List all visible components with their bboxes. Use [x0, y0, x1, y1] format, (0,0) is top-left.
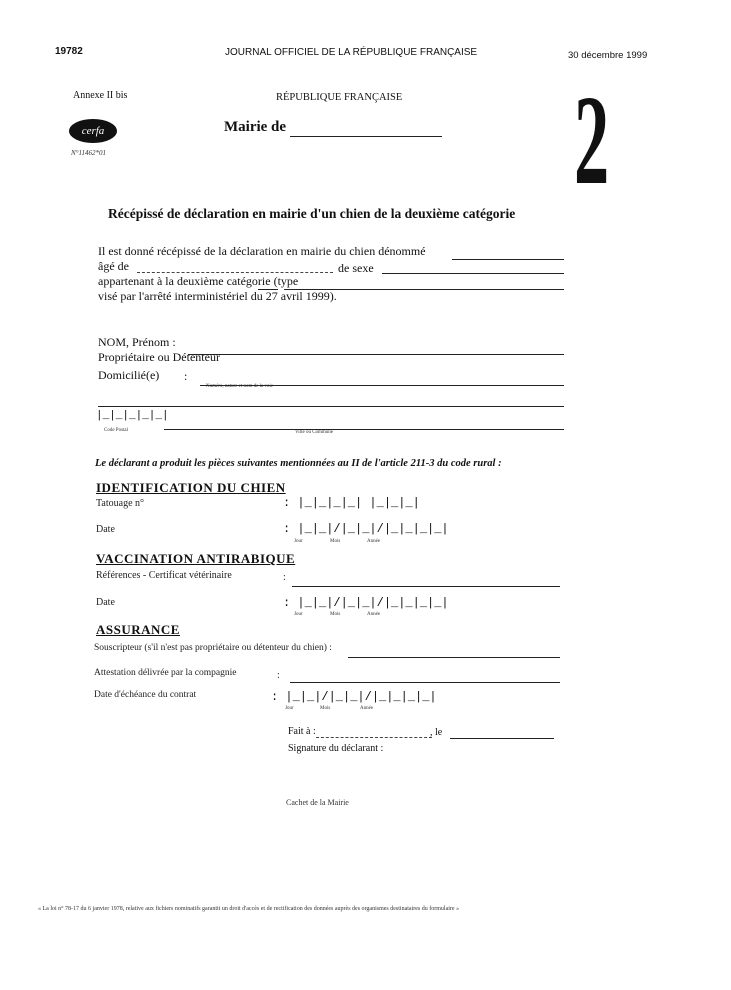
republic-label: RÉPUBLIQUE FRANÇAISE — [276, 92, 403, 103]
subscriber-label: Souscripteur (s'il n'est pas propriétaire ou détenteur du chien) : — [94, 643, 332, 653]
expiry-label: Date d'échéance du contrat — [94, 690, 197, 700]
intro-sex-label: de sexe — [338, 261, 374, 275]
journal-title: JOURNAL OFFICIEL DE LA RÉPUBLIQUE FRANÇAISE — [225, 47, 478, 58]
mairie-label: Mairie de — [224, 119, 287, 135]
vaccination-date-field[interactable]: : |_|_|/|_|_|/|_|_|_|_| — [283, 596, 449, 610]
identification-date-field[interactable]: : |_|_|/|_|_|/|_|_|_|_| — [283, 522, 449, 536]
expiry-day-hint: Jour — [285, 706, 294, 711]
annex-label: Annexe II bis — [73, 90, 128, 101]
vaccination-month-hint: Mois — [330, 612, 341, 617]
vaccination-ref-colon: : — [283, 572, 286, 583]
page-number: 19782 — [55, 46, 83, 57]
journal-date: 30 décembre 1999 — [568, 50, 648, 61]
subscriber-field[interactable] — [348, 657, 560, 658]
identification-heading: IDENTIFICATION DU CHIEN — [96, 480, 286, 495]
expiry-date-field[interactable]: : |_|_|/|_|_|/|_|_|_|_| — [271, 690, 437, 704]
intro-age-label: âgé de — [98, 259, 129, 273]
signature-date-field[interactable] — [450, 738, 554, 739]
certificate-label: Attestation délivrée par la compagnie — [94, 668, 237, 678]
vaccination-heading: VACCINATION ANTIRABIQUE — [96, 551, 296, 566]
owner-name-field[interactable] — [188, 354, 564, 355]
owner-role-label: Propriétaire ou Détenteur — [98, 350, 220, 364]
identification-month-hint: Mois — [330, 539, 341, 544]
signature-date-label: , le — [430, 727, 443, 738]
documents-intro: Le déclarant a produit les pièces suivantes mentionnées au II de l'article 211-3 du code rural : — [95, 458, 502, 469]
mairie-field[interactable] — [290, 136, 442, 137]
expiry-month-hint: Mois — [320, 706, 331, 711]
expiry-year-hint: Année — [360, 706, 374, 711]
intro-line4: visé par l'arrêté interministériel du 27 avril 1999). — [98, 289, 337, 303]
dog-age-field[interactable] — [137, 272, 333, 273]
street-hint: Numéro, nature et nom de la voie — [206, 384, 274, 389]
identification-year-hint: Année — [367, 539, 381, 544]
identification-date-label: Date — [96, 524, 115, 535]
intro-line1: Il est donné récépissé de la déclaration en mairie du chien dénommé — [98, 244, 426, 258]
cerfa-logo: cerfa — [69, 119, 117, 143]
assurance-heading: ASSURANCE — [96, 622, 180, 637]
intro-type-label: appartenant à la deuxième catégorie (type — [98, 274, 299, 288]
identification-day-hint: Jour — [294, 539, 303, 544]
address-line2-field[interactable] — [98, 406, 564, 407]
vaccination-ref-label: Références - Certificat vétérinaire — [96, 570, 232, 581]
postal-hint: Code Postal — [104, 428, 129, 433]
dog-sex-field[interactable] — [382, 273, 564, 274]
certificate-colon: : — [277, 670, 280, 681]
stamp-label: Cachet de la Mairie — [286, 798, 349, 807]
dog-name-field[interactable] — [452, 259, 564, 260]
domicile-colon: : — [184, 369, 188, 383]
tattoo-field[interactable]: : |_|_|_|_| |_|_|_| — [283, 496, 420, 510]
vaccination-ref-field[interactable] — [292, 586, 560, 587]
signature-label: Signature du déclarant : — [288, 743, 384, 754]
category-number: 2 — [574, 69, 610, 211]
place-label: Fait à : — [288, 726, 316, 737]
postal-code-field[interactable]: |_|_|_|_|_| — [96, 410, 169, 422]
footnote: « La loi n° 78-17 du 6 janvier 1978, relative aux fichiers nominatifs garantit un droit d'accès et de rectification des données auprès des organismes destinataires du formulaire » — [38, 906, 460, 912]
tattoo-label: Tatouage n° — [96, 498, 145, 509]
city-hint: Ville ou Commune — [295, 430, 334, 435]
owner-name-label: NOM, Prénom : — [98, 335, 176, 349]
city-field[interactable] — [164, 429, 564, 430]
certificate-field[interactable] — [290, 682, 560, 683]
vaccination-day-hint: Jour — [294, 612, 303, 617]
place-field[interactable] — [316, 737, 432, 738]
form-title: Récépissé de déclaration en mairie d'un chien de la deuxième catégorie — [108, 206, 516, 221]
cerfa-number: N°11462*01 — [71, 149, 106, 157]
domicile-label: Domicilié(e) — [98, 368, 160, 382]
vaccination-year-hint: Année — [367, 612, 381, 617]
vaccination-date-label: Date — [96, 597, 115, 608]
